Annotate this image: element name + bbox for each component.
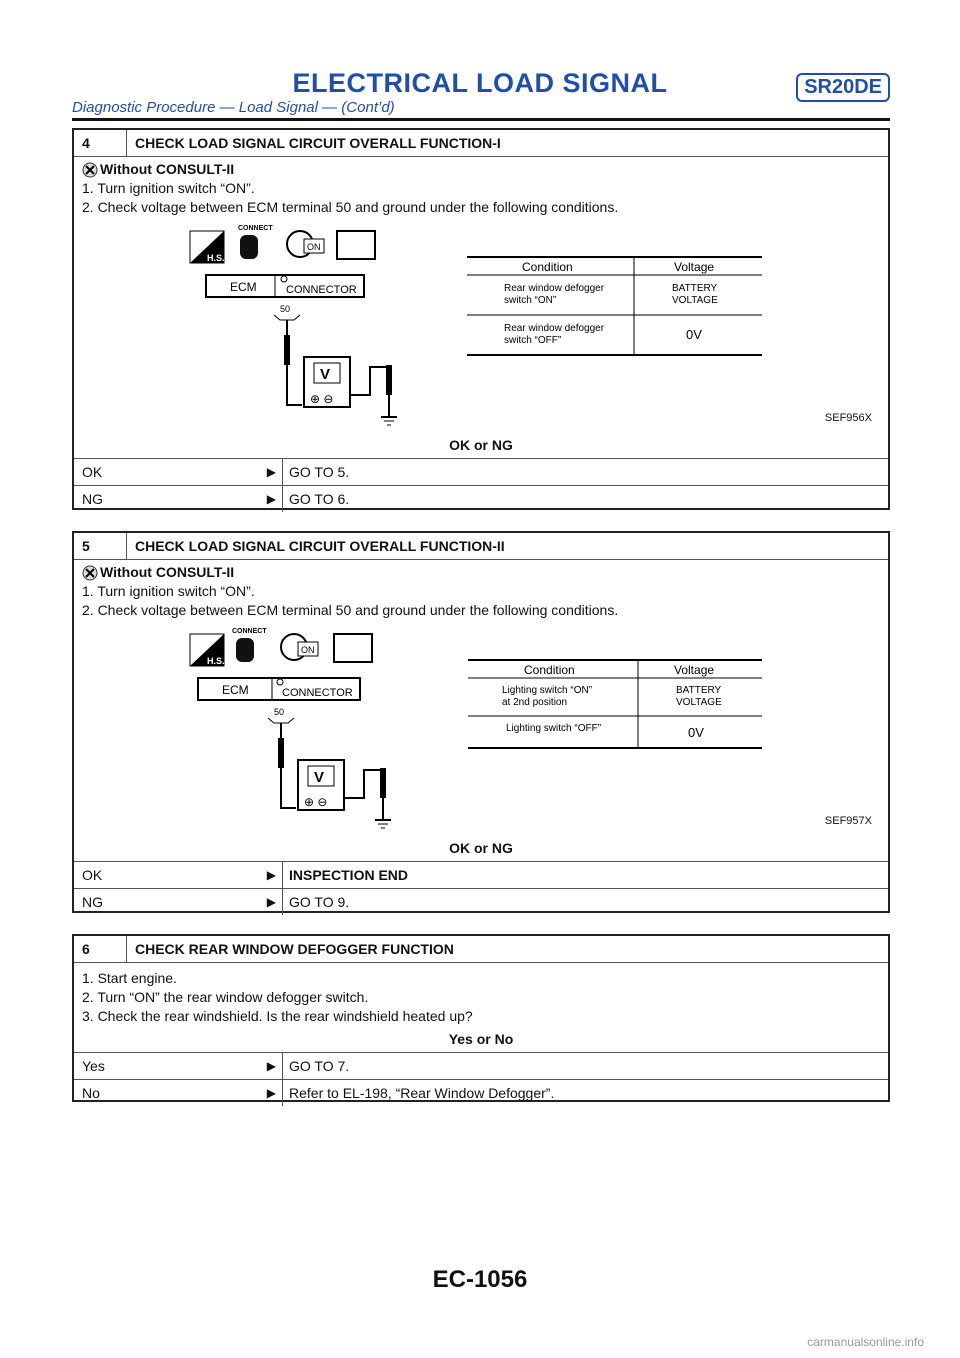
result-key: OK — [82, 464, 103, 480]
arrow-icon: ▶ — [266, 1059, 276, 1073]
instruction-line: 1. Turn ignition switch “ON”. — [82, 583, 255, 599]
table-head-voltage: Voltage — [674, 663, 715, 677]
instruction-line: 1. Turn ignition switch “ON”. — [82, 180, 255, 196]
result-row — [74, 458, 888, 485]
connector-icon — [236, 638, 254, 662]
meter-label: V — [314, 769, 325, 786]
step-number: 4 — [74, 130, 127, 156]
result-row — [74, 861, 888, 888]
cond-cell: switch “ON” — [504, 295, 557, 306]
watermark: carmanualsonline.info — [807, 1335, 924, 1349]
svg-text:⊕ ⊖: ⊕ ⊖ — [304, 795, 328, 809]
result-key: Yes — [82, 1058, 105, 1074]
wiring-diagram — [82, 217, 882, 432]
step-5-header — [74, 533, 888, 560]
diagram-figure — [82, 620, 880, 835]
step-6-header — [74, 936, 888, 963]
tool-line — [82, 563, 880, 582]
page-subtitle: Diagnostic Procedure — Load Signal — (Cont’d) — [72, 99, 395, 116]
volt-cell: VOLTAGE — [676, 697, 722, 708]
table-head-voltage: Voltage — [674, 260, 715, 274]
page-number: EC-1056 — [432, 1266, 528, 1293]
result-value: Refer to EL-198, “Rear Window Defogger”. — [289, 1085, 555, 1101]
cond-cell: Lighting switch “ON” — [502, 685, 593, 696]
result-value: GO TO 6. — [289, 491, 350, 507]
result-key: No — [82, 1085, 100, 1101]
step-number: 5 — [74, 533, 127, 559]
result-key: NG — [82, 894, 103, 910]
step-5-box — [72, 531, 890, 913]
condition-table — [468, 660, 762, 748]
volt-cell: BATTERY — [676, 685, 722, 696]
hs-label: H.S. — [207, 253, 225, 263]
header-divider — [72, 118, 890, 121]
step-5-body — [74, 560, 888, 835]
connect-label: CONNECT — [238, 225, 273, 232]
step-title: CHECK LOAD SIGNAL CIRCUIT OVERALL FUNCTION-I — [135, 135, 501, 151]
result-row — [74, 1052, 888, 1079]
step-4-body — [74, 157, 888, 432]
volt-cell: VOLTAGE — [672, 295, 718, 306]
wiring-diagram — [82, 620, 882, 835]
result-title: OK or NG — [449, 437, 513, 453]
meter-label: V — [320, 366, 331, 383]
no-consult-icon — [82, 162, 98, 178]
arrow-icon: ▶ — [266, 1086, 276, 1100]
instruction-line: 2. Check voltage between ECM terminal 50 and ground under the following conditions. — [82, 602, 619, 618]
result-title: Yes or No — [448, 1031, 514, 1047]
tool-label: Without CONSULT-II — [100, 564, 235, 580]
step-number: 6 — [74, 936, 127, 962]
step-6-body — [74, 963, 888, 1026]
arrow-icon: ▶ — [266, 895, 276, 909]
instruction-line: 3. Check the rear windshield. Is the rear windshield heated up? — [82, 1008, 473, 1024]
step-4-box — [72, 128, 890, 510]
hs-label: H.S. — [207, 656, 225, 666]
engine-badge: SR20DE — [796, 73, 890, 102]
tool-line — [82, 160, 880, 179]
result-key: NG — [82, 491, 103, 507]
terminal-label: 50 — [280, 304, 291, 314]
cond-cell: Lighting switch “OFF” — [506, 723, 602, 734]
cond-cell: switch “OFF” — [504, 335, 562, 346]
connector-label: CONNECTOR — [286, 284, 357, 296]
cond-cell: Rear window defogger — [504, 283, 605, 294]
instruction-line: 2. Check voltage between ECM terminal 50 and ground under the following conditions. — [82, 199, 619, 215]
figure-code: SEF956X — [824, 412, 872, 424]
ecm-label: ECM — [222, 683, 249, 697]
on-label: ON — [307, 242, 321, 252]
on-label: ON — [301, 645, 315, 655]
arrow-icon: ▶ — [266, 465, 276, 479]
result-value: INSPECTION END — [289, 867, 409, 883]
engine-icon — [337, 231, 375, 259]
result-value: GO TO 7. — [289, 1058, 350, 1074]
volt-cell: 0V — [688, 725, 704, 740]
page-title: ELECTRICAL LOAD SIGNAL — [292, 68, 668, 98]
result-value: GO TO 9. — [289, 894, 350, 910]
engine-icon — [334, 634, 372, 662]
arrow-icon: ▶ — [266, 868, 276, 882]
ecm-label: ECM — [230, 280, 257, 294]
hs-icon — [190, 231, 225, 263]
step-4-header — [74, 130, 888, 157]
connect-label: CONNECT — [232, 628, 267, 635]
result-row — [74, 485, 888, 512]
table-head-condition: Condition — [522, 260, 573, 274]
condition-table — [467, 257, 762, 355]
step-title: CHECK REAR WINDOW DEFOGGER FUNCTION — [135, 941, 454, 957]
result-title: OK or NG — [449, 840, 513, 856]
instruction-line: 2. Turn “ON” the rear window defogger switch. — [82, 989, 369, 1005]
instruction-line: 1. Start engine. — [82, 970, 177, 986]
volt-cell: 0V — [686, 327, 702, 342]
result-value: GO TO 5. — [289, 464, 350, 480]
cond-cell: at 2nd position — [502, 697, 568, 708]
svg-text:⊕ ⊖: ⊕ ⊖ — [310, 392, 334, 406]
step-title: CHECK LOAD SIGNAL CIRCUIT OVERALL FUNCTION-II — [135, 538, 505, 554]
terminal-label: 50 — [274, 707, 285, 717]
connector-icon — [240, 235, 258, 259]
result-key: OK — [82, 867, 103, 883]
tool-label: Without CONSULT-II — [100, 161, 235, 177]
connector-label: CONNECTOR — [282, 687, 353, 699]
figure-code: SEF957X — [824, 815, 872, 827]
cond-cell: Rear window defogger — [504, 323, 605, 334]
step-6-box — [72, 934, 890, 1102]
arrow-icon: ▶ — [266, 492, 276, 506]
result-row — [74, 1079, 888, 1106]
hs-icon — [190, 634, 225, 666]
volt-cell: BATTERY — [672, 283, 718, 294]
result-row — [74, 888, 888, 915]
diagram-figure — [82, 217, 880, 432]
no-consult-icon — [82, 565, 98, 581]
table-head-condition: Condition — [524, 663, 575, 677]
